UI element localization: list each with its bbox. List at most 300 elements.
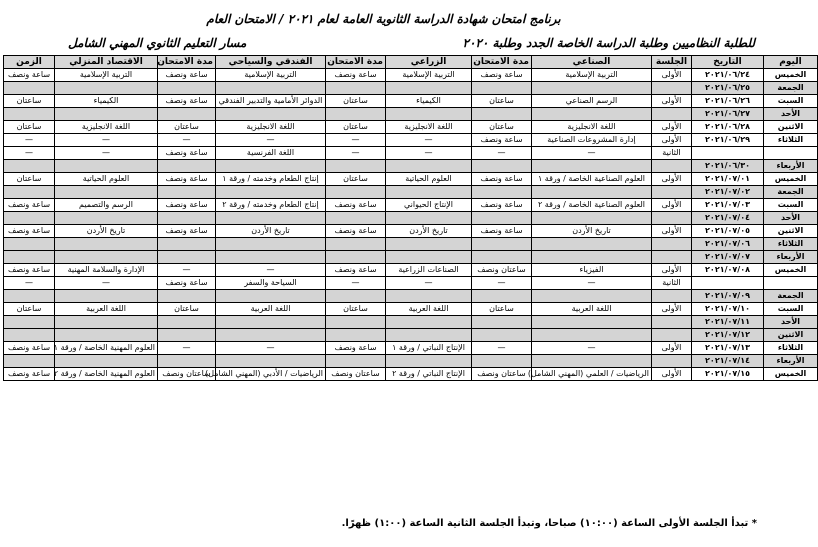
cell-time: ساعة ونصف <box>4 368 55 381</box>
cell-home-economics: — <box>55 134 158 147</box>
cell-session <box>652 82 692 95</box>
cell-hotel-tourism <box>216 108 326 121</box>
header-session: الجلسة <box>652 56 692 69</box>
cell-day: الأربعاء <box>764 160 818 173</box>
cell-hotel-tourism <box>216 290 326 303</box>
footnote: * تبدأ الجلسة الأولى الساعة (١٠:٠٠) صباحا، وتبدأ الجلسة الثانية الساعة (١:٠٠) ظهرًا. <box>341 518 757 529</box>
cell-session <box>652 108 692 121</box>
table-row <box>4 316 818 329</box>
cell-duration-hotel: — <box>158 342 216 355</box>
cell-duration-hotel: — <box>158 264 216 277</box>
cell-duration-hotel: ساعتان <box>158 303 216 316</box>
cell-duration-hotel <box>158 355 216 368</box>
cell-home-economics <box>55 355 158 368</box>
cell-duration-agricultural: — <box>326 147 386 160</box>
cell-duration-industrial <box>472 186 532 199</box>
cell-day: السبت <box>764 199 818 212</box>
cell-home-economics: تاريخ الأردن <box>55 225 158 238</box>
cell-home-economics <box>55 316 158 329</box>
cell-time <box>4 238 55 251</box>
cell-duration-industrial <box>472 355 532 368</box>
table-row <box>4 225 818 238</box>
cell-industrial: تاريخ الأردن <box>532 225 652 238</box>
cell-home-economics <box>55 238 158 251</box>
cell-duration-agricultural: ساعة ونصف <box>326 342 386 355</box>
cell-duration-agricultural <box>326 108 386 121</box>
cell-day: الخميس <box>764 264 818 277</box>
cell-duration-agricultural <box>326 238 386 251</box>
cell-day: الجمعة <box>764 290 818 303</box>
cell-day: الثلاثاء <box>764 342 818 355</box>
cell-home-economics: — <box>55 147 158 160</box>
cell-day: الأربعاء <box>764 251 818 264</box>
cell-duration-industrial: ساعتان <box>472 121 532 134</box>
cell-date: ٢٠٢١/٠٧/٠٤ <box>692 212 764 225</box>
cell-date: ٢٠٢١/٠٧/٠٥ <box>692 225 764 238</box>
cell-time: ساعة ونصف <box>4 69 55 82</box>
cell-time: ساعتان <box>4 121 55 134</box>
cell-industrial <box>532 238 652 251</box>
subtitle-track: مسار التعليم الثانوي المهني الشامل <box>68 36 247 50</box>
cell-duration-agricultural: ساعة ونصف <box>326 264 386 277</box>
cell-day: الخميس <box>764 368 818 381</box>
cell-industrial <box>532 290 652 303</box>
cell-time: ساعة ونصف <box>4 225 55 238</box>
cell-duration-industrial: ساعة ونصف <box>472 199 532 212</box>
cell-duration-hotel: — <box>158 134 216 147</box>
cell-duration-agricultural: — <box>326 277 386 290</box>
table-row <box>4 160 818 173</box>
cell-date: ٢٠٢١/٠٦/٢٦ <box>692 95 764 108</box>
table-row <box>4 251 818 264</box>
cell-date: ٢٠٢١/٠٦/٢٧ <box>692 108 764 121</box>
cell-industrial: الرسم الصناعي <box>532 95 652 108</box>
cell-duration-hotel: ساعتان <box>158 121 216 134</box>
subtitle-students: للطلبة النظاميين وطلبة الدراسة الخاصة الجدد وطلبة ٢٠٢٠ <box>462 36 755 50</box>
cell-agricultural: — <box>386 147 472 160</box>
cell-hotel-tourism <box>216 251 326 264</box>
cell-date: ٢٠٢١/٠٦/٢٨ <box>692 121 764 134</box>
cell-industrial: العلوم الصناعية الخاصة / ورقة ٢ <box>532 199 652 212</box>
cell-duration-agricultural: — <box>326 134 386 147</box>
cell-day: السبت <box>764 95 818 108</box>
cell-duration-agricultural <box>326 212 386 225</box>
header-home-economics: الاقتصاد المنزلي <box>55 56 158 69</box>
cell-date: ٢٠٢١/٠٧/٠٢ <box>692 186 764 199</box>
cell-session: الأولى <box>652 69 692 82</box>
cell-date: ٢٠٢١/٠٧/٠٦ <box>692 238 764 251</box>
cell-hotel-tourism: إنتاج الطعام وخدمته / ورقة ٢ <box>216 199 326 212</box>
cell-day: الأحد <box>764 212 818 225</box>
header-date: التاريخ <box>692 56 764 69</box>
cell-day: الأربعاء <box>764 355 818 368</box>
cell-date: ٢٠٢١/٠٦/٢٩ <box>692 134 764 147</box>
table-row <box>4 277 818 290</box>
table-row <box>4 108 818 121</box>
cell-session <box>652 290 692 303</box>
cell-day: الأحد <box>764 108 818 121</box>
cell-day: الأحد <box>764 316 818 329</box>
table-row <box>4 82 818 95</box>
cell-agricultural: الإنتاج النباتي / ورقة ٢ <box>386 368 472 381</box>
cell-agricultural: — <box>386 277 472 290</box>
cell-agricultural <box>386 251 472 264</box>
cell-day: الثلاثاء <box>764 238 818 251</box>
cell-date: ٢٠٢١/٠٧/١٢ <box>692 329 764 342</box>
cell-session: الثانية <box>652 277 692 290</box>
table-row <box>4 199 818 212</box>
cell-agricultural: الصناعات الزراعية <box>386 264 472 277</box>
cell-duration-hotel <box>158 238 216 251</box>
cell-duration-agricultural: ساعتان <box>326 95 386 108</box>
cell-agricultural: اللغة الانجليزية <box>386 121 472 134</box>
cell-day: الجمعة <box>764 82 818 95</box>
cell-session <box>652 355 692 368</box>
cell-hotel-tourism <box>216 238 326 251</box>
header-duration-agricultural: مدة الامتحان <box>326 56 386 69</box>
cell-date: ٢٠٢١/٠٧/١٠ <box>692 303 764 316</box>
cell-time: ساعتان <box>4 173 55 186</box>
cell-agricultural <box>386 186 472 199</box>
cell-duration-industrial <box>472 82 532 95</box>
cell-date: ٢٠٢١/٠٧/٠٩ <box>692 290 764 303</box>
table-row <box>4 329 818 342</box>
header-time: الزمن <box>4 56 55 69</box>
cell-hotel-tourism <box>216 329 326 342</box>
cell-duration-agricultural: ساعة ونصف <box>326 199 386 212</box>
cell-session <box>652 238 692 251</box>
cell-date: ٢٠٢١/٠٧/١٤ <box>692 355 764 368</box>
cell-time <box>4 290 55 303</box>
cell-time <box>4 355 55 368</box>
table-row <box>4 290 818 303</box>
table-row <box>4 368 818 381</box>
cell-date: ٢٠٢١/٠٧/١١ <box>692 316 764 329</box>
cell-duration-hotel <box>158 108 216 121</box>
cell-date: ٢٠٢١/٠٧/٠١ <box>692 173 764 186</box>
cell-duration-industrial: ساعتان <box>472 303 532 316</box>
cell-duration-agricultural <box>326 251 386 264</box>
cell-hotel-tourism: — <box>216 264 326 277</box>
cell-industrial <box>532 108 652 121</box>
cell-hotel-tourism: الرياضيات / الأدبي (المهني الشامل) <box>216 368 326 381</box>
cell-home-economics <box>55 290 158 303</box>
cell-hotel-tourism: تاريخ الأردن <box>216 225 326 238</box>
cell-date: ٢٠٢١/٠٦/٢٤ <box>692 69 764 82</box>
cell-industrial <box>532 186 652 199</box>
cell-industrial <box>532 316 652 329</box>
cell-home-economics <box>55 82 158 95</box>
cell-duration-agricultural: ساعة ونصف <box>326 225 386 238</box>
cell-agricultural <box>386 212 472 225</box>
cell-agricultural: التربية الإسلامية <box>386 69 472 82</box>
cell-day: الخميس <box>764 69 818 82</box>
cell-duration-agricultural: ساعتان <box>326 173 386 186</box>
header-duration-hotel: مدة الامتحان <box>158 56 216 69</box>
cell-home-economics: الكيمياء <box>55 95 158 108</box>
cell-agricultural <box>386 355 472 368</box>
cell-date: ٢٠٢١/٠٧/٠٧ <box>692 251 764 264</box>
cell-duration-hotel <box>158 251 216 264</box>
cell-duration-industrial: ساعة ونصف <box>472 173 532 186</box>
cell-session: الثانية <box>652 147 692 160</box>
cell-day <box>764 277 818 290</box>
cell-agricultural: الإنتاج النباتي / ورقة ١ <box>386 342 472 355</box>
cell-time: ساعة ونصف <box>4 199 55 212</box>
cell-duration-hotel: ساعة ونصف <box>158 225 216 238</box>
cell-home-economics: التربية الإسلامية <box>55 69 158 82</box>
cell-session <box>652 329 692 342</box>
cell-date: ٢٠٢١/٠٧/٠٨ <box>692 264 764 277</box>
cell-time: — <box>4 134 55 147</box>
cell-home-economics: الإدارة والسلامة المهنية <box>55 264 158 277</box>
cell-industrial: اللغة العربية <box>532 303 652 316</box>
cell-day: الاثنين <box>764 225 818 238</box>
cell-home-economics <box>55 251 158 264</box>
cell-session: الأولى <box>652 95 692 108</box>
cell-duration-industrial <box>472 316 532 329</box>
cell-duration-agricultural: ساعتان <box>326 121 386 134</box>
cell-duration-industrial: — <box>472 147 532 160</box>
cell-hotel-tourism <box>216 160 326 173</box>
cell-home-economics <box>55 108 158 121</box>
exam-schedule-table <box>3 55 818 381</box>
table-row <box>4 121 818 134</box>
cell-duration-industrial: ساعة ونصف <box>472 134 532 147</box>
cell-duration-hotel <box>158 212 216 225</box>
cell-industrial <box>532 251 652 264</box>
cell-agricultural <box>386 160 472 173</box>
cell-session: الأولى <box>652 173 692 186</box>
cell-session <box>652 186 692 199</box>
cell-hotel-tourism: — <box>216 134 326 147</box>
cell-duration-agricultural <box>326 290 386 303</box>
cell-duration-agricultural: ساعة ونصف <box>326 69 386 82</box>
header-industrial: الصناعي <box>532 56 652 69</box>
cell-session: الأولى <box>652 264 692 277</box>
cell-industrial: الفيزياء <box>532 264 652 277</box>
cell-duration-hotel: ساعة ونصف <box>158 277 216 290</box>
cell-session <box>652 212 692 225</box>
cell-industrial <box>532 212 652 225</box>
cell-day: السبت <box>764 303 818 316</box>
cell-hotel-tourism: التربية الإسلامية <box>216 69 326 82</box>
cell-industrial <box>532 329 652 342</box>
cell-duration-industrial <box>472 212 532 225</box>
cell-session <box>652 251 692 264</box>
table-row <box>4 95 818 108</box>
cell-agricultural <box>386 82 472 95</box>
cell-date: ٢٠٢١/٠٧/٠٣ <box>692 199 764 212</box>
cell-industrial <box>532 82 652 95</box>
table-row <box>4 186 818 199</box>
cell-date <box>692 147 764 160</box>
cell-duration-industrial: ساعتان <box>472 95 532 108</box>
cell-date: ٢٠٢١/٠٦/٣٠ <box>692 160 764 173</box>
cell-home-economics: — <box>55 277 158 290</box>
cell-duration-hotel: ساعة ونصف <box>158 199 216 212</box>
cell-duration-hotel <box>158 186 216 199</box>
table-row <box>4 134 818 147</box>
table-row <box>4 342 818 355</box>
cell-duration-industrial: ساعة ونصف <box>472 225 532 238</box>
cell-hotel-tourism: — <box>216 342 326 355</box>
cell-home-economics: اللغة الانجليزية <box>55 121 158 134</box>
cell-home-economics: العلوم المهنية الخاصة / ورقة ٢ <box>55 368 158 381</box>
cell-time <box>4 186 55 199</box>
table-row <box>4 147 818 160</box>
cell-agricultural: الإنتاج الحيواني <box>386 199 472 212</box>
cell-duration-agricultural: ساعتان <box>326 303 386 316</box>
title-line-1: برنامج امتحان شهادة الدراسة الثانوية العامة لعام ٢٠٢١ / الامتحان العام <box>206 12 561 26</box>
cell-duration-agricultural <box>326 316 386 329</box>
cell-day: الاثنين <box>764 329 818 342</box>
cell-agricultural: اللغة العربية <box>386 303 472 316</box>
cell-time: — <box>4 277 55 290</box>
cell-duration-industrial <box>472 329 532 342</box>
cell-hotel-tourism: الدوائر الأمامية والتدبير الفندقي <box>216 95 326 108</box>
header-row <box>4 56 818 69</box>
cell-duration-industrial: ساعة ونصف <box>472 69 532 82</box>
cell-hotel-tourism <box>216 316 326 329</box>
header-duration-industrial: مدة الامتحان <box>472 56 532 69</box>
cell-industrial: إدارة المشروعات الصناعية <box>532 134 652 147</box>
cell-agricultural: الكيمياء <box>386 95 472 108</box>
cell-home-economics: اللغة العربية <box>55 303 158 316</box>
cell-duration-hotel <box>158 316 216 329</box>
cell-duration-hotel <box>158 160 216 173</box>
cell-industrial: — <box>532 277 652 290</box>
cell-agricultural: العلوم الحياتية <box>386 173 472 186</box>
cell-session <box>652 316 692 329</box>
cell-duration-hotel: ساعة ونصف <box>158 147 216 160</box>
cell-industrial <box>532 160 652 173</box>
cell-duration-hotel: ساعة ونصف <box>158 69 216 82</box>
cell-time: — <box>4 147 55 160</box>
cell-hotel-tourism <box>216 212 326 225</box>
cell-time: ساعتان <box>4 303 55 316</box>
cell-time <box>4 108 55 121</box>
cell-time <box>4 316 55 329</box>
cell-date: ٢٠٢١/٠٧/١٣ <box>692 342 764 355</box>
cell-industrial: العلوم الصناعية الخاصة / ورقة ١ <box>532 173 652 186</box>
cell-agricultural: تاريخ الأردن <box>386 225 472 238</box>
cell-duration-hotel: ساعة ونصف <box>158 95 216 108</box>
cell-duration-hotel <box>158 82 216 95</box>
cell-date <box>692 277 764 290</box>
cell-agricultural <box>386 316 472 329</box>
cell-industrial: التربية الإسلامية <box>532 69 652 82</box>
cell-time: ساعة ونصف <box>4 342 55 355</box>
cell-hotel-tourism: إنتاج الطعام وخدمته / ورقة ١ <box>216 173 326 186</box>
cell-industrial: — <box>532 342 652 355</box>
table-row <box>4 264 818 277</box>
cell-session: الأولى <box>652 368 692 381</box>
cell-session: الأولى <box>652 342 692 355</box>
cell-duration-industrial <box>472 160 532 173</box>
cell-duration-industrial: — <box>472 342 532 355</box>
cell-industrial: الرياضيات / العلمي (المهني الشامل) <box>532 368 652 381</box>
cell-day: الثلاثاء <box>764 134 818 147</box>
cell-time <box>4 82 55 95</box>
cell-hotel-tourism: اللغة العربية <box>216 303 326 316</box>
cell-time <box>4 160 55 173</box>
cell-day <box>764 147 818 160</box>
cell-duration-industrial <box>472 238 532 251</box>
cell-session: الأولى <box>652 225 692 238</box>
cell-duration-hotel: ساعة ونصف <box>158 173 216 186</box>
cell-duration-agricultural <box>326 82 386 95</box>
cell-agricultural: — <box>386 134 472 147</box>
cell-duration-industrial <box>472 290 532 303</box>
cell-agricultural <box>386 108 472 121</box>
cell-duration-industrial <box>472 251 532 264</box>
table-row <box>4 303 818 316</box>
cell-duration-agricultural <box>326 329 386 342</box>
cell-home-economics <box>55 212 158 225</box>
cell-duration-agricultural: ساعتان ونصف <box>326 368 386 381</box>
cell-agricultural <box>386 290 472 303</box>
cell-duration-hotel: ساعتان ونصف <box>158 368 216 381</box>
cell-hotel-tourism <box>216 82 326 95</box>
cell-time: ساعة ونصف <box>4 264 55 277</box>
cell-duration-hotel <box>158 290 216 303</box>
table-row <box>4 69 818 82</box>
cell-hotel-tourism: السياحة والسفر <box>216 277 326 290</box>
cell-industrial <box>532 355 652 368</box>
cell-agricultural <box>386 238 472 251</box>
cell-duration-industrial <box>472 108 532 121</box>
cell-industrial: — <box>532 147 652 160</box>
cell-home-economics: الرسم والتصميم <box>55 199 158 212</box>
cell-time: ساعتان <box>4 95 55 108</box>
cell-duration-agricultural <box>326 186 386 199</box>
cell-duration-agricultural <box>326 355 386 368</box>
cell-time <box>4 329 55 342</box>
cell-hotel-tourism: اللغة الفرنسية <box>216 147 326 160</box>
cell-duration-industrial: — <box>472 277 532 290</box>
cell-session: الأولى <box>652 303 692 316</box>
cell-session <box>652 160 692 173</box>
cell-hotel-tourism: اللغة الانجليزية <box>216 121 326 134</box>
cell-home-economics <box>55 186 158 199</box>
cell-day: الخميس <box>764 173 818 186</box>
cell-time <box>4 212 55 225</box>
cell-home-economics: العلوم الحياتية <box>55 173 158 186</box>
cell-home-economics: العلوم المهنية الخاصة / ورقة ١ <box>55 342 158 355</box>
cell-day: الجمعة <box>764 186 818 199</box>
header-agricultural: الزراعي <box>386 56 472 69</box>
table-row <box>4 238 818 251</box>
cell-duration-industrial: ساعتان ونصف <box>472 368 532 381</box>
header-day: اليوم <box>764 56 818 69</box>
header-hotel-tourism: الفندقي والسياحي <box>216 56 326 69</box>
cell-day: الاثنين <box>764 121 818 134</box>
cell-industrial: اللغة الانجليزية <box>532 121 652 134</box>
cell-hotel-tourism <box>216 186 326 199</box>
cell-date: ٢٠٢١/٠٦/٢٥ <box>692 82 764 95</box>
cell-session: الأولى <box>652 121 692 134</box>
cell-home-economics <box>55 160 158 173</box>
cell-duration-industrial: ساعتان ونصف <box>472 264 532 277</box>
cell-agricultural <box>386 329 472 342</box>
cell-home-economics <box>55 329 158 342</box>
cell-duration-hotel <box>158 329 216 342</box>
cell-time <box>4 251 55 264</box>
table-row <box>4 355 818 368</box>
cell-duration-agricultural <box>326 160 386 173</box>
cell-session: الأولى <box>652 134 692 147</box>
